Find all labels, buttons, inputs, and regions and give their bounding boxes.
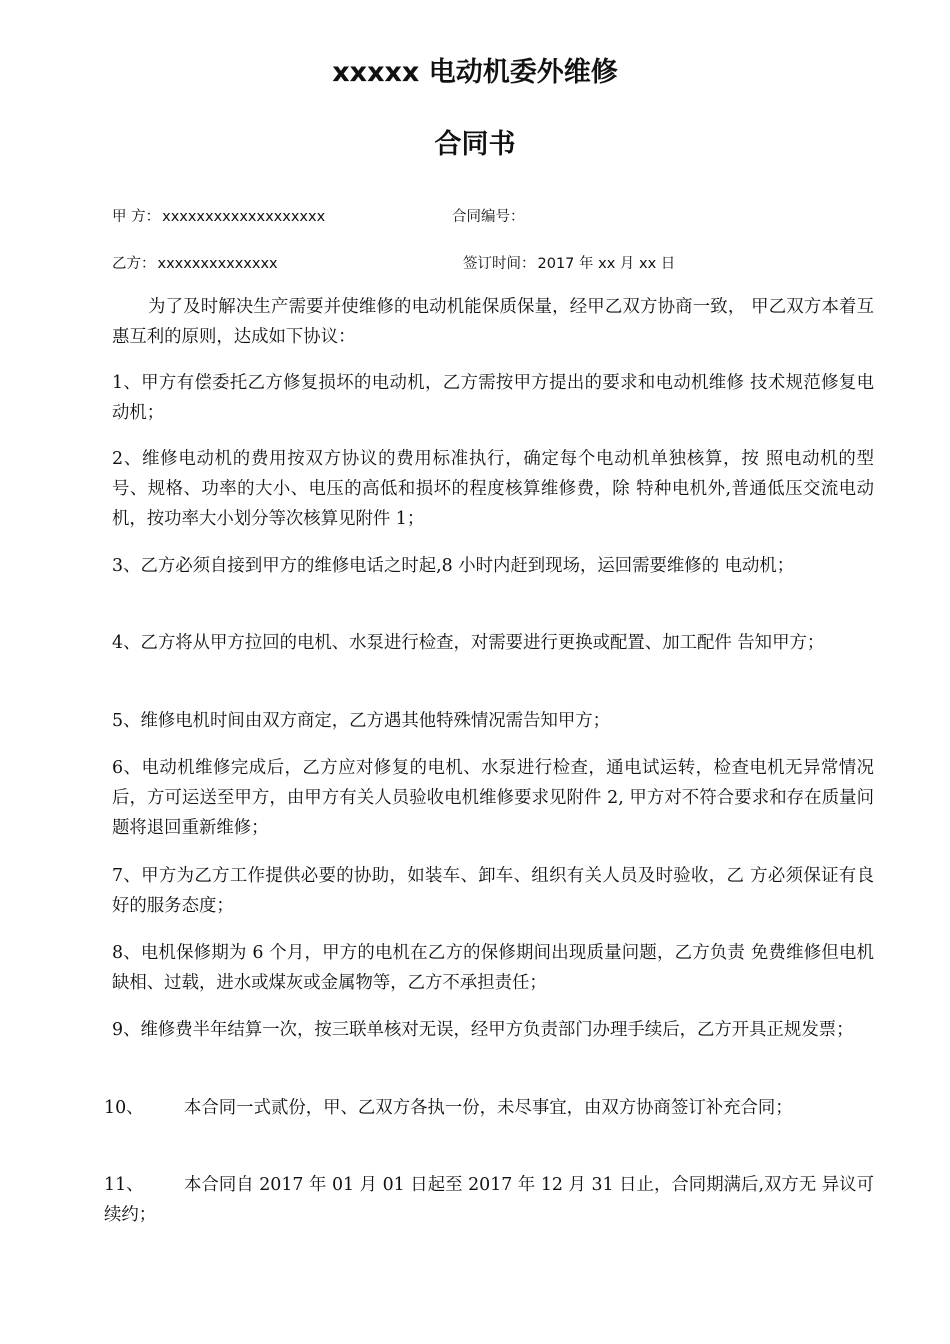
party-a-row [112, 205, 325, 226]
clause-number: 8、 [112, 943, 141, 963]
clause-2 [112, 444, 874, 534]
clause-text: 维修电动机的费用按双方协议的费用标准执行，确定每个电动机单独核算，按 照电动机的型号、规格、功率的大小、电压的高低和损坏的程度核算维修费，除 特种电机外,普通低压交流电动机，按功率大小划分等次核算见附件 1； [112, 449, 874, 529]
clause-number: 9、 [112, 1020, 141, 1040]
clause-number: 11、 [104, 1175, 144, 1195]
clause-text: 本合同自 2017 年 01 月 01 日起至 2017 年 12 月 31 日止，合同期满后,双方无 异议可续约； [104, 1175, 874, 1225]
clause-number: 4、 [112, 633, 141, 653]
clause-text: 甲方有偿委托乙方修复损坏的电动机，乙方需按甲方提出的要求和电动机维修 技术规范修复电动机； [112, 373, 874, 423]
sign-time-value: 2017 年 xx 月 xx 日 [537, 256, 676, 272]
clause-number: 7、 [112, 866, 142, 886]
intro-paragraph: 为了及时解决生产需要并使维修的电动机能保质保量，经甲乙双方协商一致， 甲乙双方本着互惠互利的原则，达成如下协议： [112, 297, 874, 347]
party-a-label: 甲 方： [112, 209, 161, 225]
clause-text: 本合同一式贰份，甲、乙双方各执一份，未尽事宜，由双方协商签订补充合同； [184, 1098, 793, 1118]
sign-time-label: 签订时间： [463, 256, 536, 272]
clause-5 [112, 706, 874, 736]
clause-text: 乙方将从甲方拉回的电机、水泵进行检查，对需要进行更换或配置、加工配件 告知甲方； [140, 633, 825, 653]
party-b-label: 乙方： [112, 256, 156, 272]
clause-3 [112, 551, 874, 581]
clause-number: 5、 [112, 711, 141, 731]
clause-8 [112, 938, 874, 998]
clause-number: 1、 [112, 373, 142, 393]
clause-4 [112, 628, 874, 658]
clause-9 [112, 1015, 874, 1045]
clause-number: 6、 [112, 758, 142, 778]
clause-6 [112, 753, 874, 843]
clause-text: 电机保修期为 6 个月，甲方的电机在乙方的保修期间出现质量问题，乙方负责 免费维修但电机缺相、过载，进水或煤灰或金属物等，乙方不承担责任； [112, 943, 874, 993]
clause-text: 维修费半年结算一次，按三联单核对无误，经甲方负责部门办理手续后，乙方开具正规发票； [140, 1020, 854, 1040]
clause-number: 3、 [112, 556, 141, 576]
clause-number: 10、 [104, 1098, 144, 1118]
document-title: xxxxx 电动机委外维修 [332, 57, 618, 88]
contract-number-label: 合同编号： [452, 209, 525, 225]
clause-10 [104, 1093, 874, 1123]
party-a-value: xxxxxxxxxxxxxxxxxxx [162, 209, 326, 225]
party-b-row [112, 252, 278, 273]
clause-number: 2、 [112, 449, 142, 469]
clause-text: 甲方为乙方工作提供必要的协助，如装车、卸车、组织有关人员及时验收，乙 方必须保证有良好的服务态度； [112, 866, 874, 916]
clause-text: 乙方必须自接到甲方的维修电话之时起,8 小时内赶到现场，运回需要维修的 电动机； [140, 556, 795, 576]
clause-text: 电动机维修完成后，乙方应对修复的电机、水泵进行检查，通电试运转，检查电机无异常情况后，方可运送至甲方，由甲方有关人员验收电机维修要求见附件 2, 甲方对不符合要求和存在质量问题将退回重新维修； [112, 758, 874, 838]
document-subtitle: 合同书 [434, 129, 516, 160]
clause-11 [104, 1170, 874, 1230]
sign-time-row [463, 252, 675, 273]
clause-7 [112, 861, 874, 921]
contract-number-row [452, 205, 527, 226]
clause-1 [112, 368, 874, 428]
party-b-value: xxxxxxxxxxxxxx [157, 256, 278, 272]
clause-text: 维修电机时间由双方商定，乙方遇其他特殊情况需告知甲方； [140, 711, 611, 731]
